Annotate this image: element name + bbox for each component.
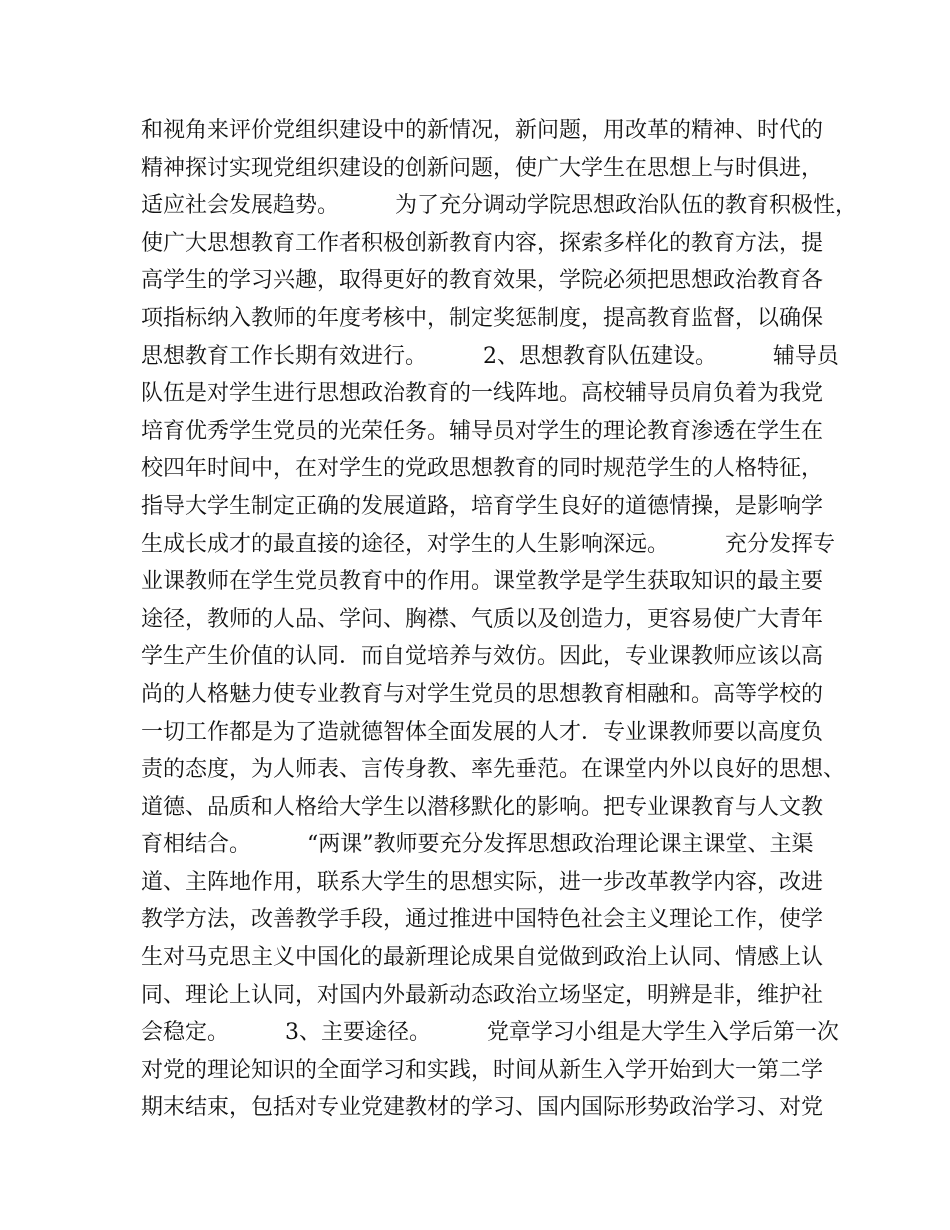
text-line: 学生产生价值的认同．而自觉培养与效仿。因此，专业课教师应该以高: [141, 644, 824, 670]
text-line: 校四年时间中，在对学生的党政思想教育的同时规范学生的人格特征，: [141, 456, 824, 482]
text-line: 生成长成才的最直接的途径，对学生的人生影响深远。 充分发挥专: [141, 531, 835, 557]
text-line: 业课教师在学生党员教育中的作用。课堂教学是学生获取知识的最主要: [141, 569, 824, 595]
text-line: 同、理论上认同，对国内外最新动态政治立场坚定，明辨是非，维护社: [141, 982, 824, 1008]
text-line: 尚的人格魅力使专业教育与对学生党员的思想教育相融和。高等学校的: [141, 681, 824, 707]
text-line: 一切工作都是为了造就德智体全面发展的人才．专业课教师要以高度负: [141, 719, 824, 745]
body-text: [141, 112, 857, 1127]
text-line: 途径，教师的人品、学问、胸襟、气质以及创造力，更容易使广大青年: [141, 606, 824, 632]
text-line: 会稳定。 3、主要途径。 党章学习小组是大学生入学后第一次: [141, 1020, 839, 1046]
text-line: 使广大思想教育工作者积极创新教育内容，探索多样化的教育方法，提: [141, 230, 824, 256]
text-line: 高学生的学习兴趣，取得更好的教育效果，学院必须把思想政治教育各: [141, 268, 824, 294]
text-line: 责的态度，为人师表、言传身教、率先垂范。在课堂内外以良好的思想、: [141, 757, 846, 783]
text-line: 队伍是对学生进行思想政治教育的一线阵地。高校辅导员肩负着为我党: [141, 381, 824, 407]
text-line: 期末结束，包括对专业党建教材的学习、国内国际形势政治学习、对党: [141, 1095, 824, 1121]
text-line: 思想教育工作长期有效进行。 2、思想教育队伍建设。 辅导员: [141, 343, 839, 369]
text-line: 精神探讨实现党组织建设的创新问题，使广大学生在思想上与时俱进，: [141, 155, 824, 181]
text-line: 适应社会发展趋势。 为了充分调动学院思想政治队伍的教育积极性，: [141, 193, 857, 219]
text-line: 生对马克思主义中国化的最新理论成果自觉做到政治上认同、情感上认: [141, 945, 824, 971]
text-line: 和视角来评价党组织建设中的新情况，新问题，用改革的精神、时代的: [141, 118, 824, 143]
text-line: 指导大学生制定正确的发展道路，培育学生良好的道德情操，是影响学: [141, 493, 824, 519]
text-line: 教学方法，改善教学手段，通过推进中国特色社会主义理论工作，使学: [141, 907, 824, 933]
text-line: 道德、品质和人格给大学生以潜移默化的影响。把专业课教育与人文教: [141, 794, 824, 820]
text-line: 育相结合。 “两课”教师要充分发挥思想政治理论课主课堂、主渠: [141, 832, 814, 858]
text-line: 对党的理论知识的全面学习和实践，时间从新生入学开始到大一第二学: [141, 1057, 824, 1083]
text-line: 培育优秀学生党员的光荣任务。辅导员对学生的理论教育渗透在学生在: [141, 418, 824, 444]
text-line: 项指标纳入教师的年度考核中，制定奖惩制度，提高教育监督，以确保: [141, 305, 824, 331]
text-line: 道、主阵地作用，联系大学生的思想实际，进一步改革教学内容，改进: [141, 869, 824, 895]
